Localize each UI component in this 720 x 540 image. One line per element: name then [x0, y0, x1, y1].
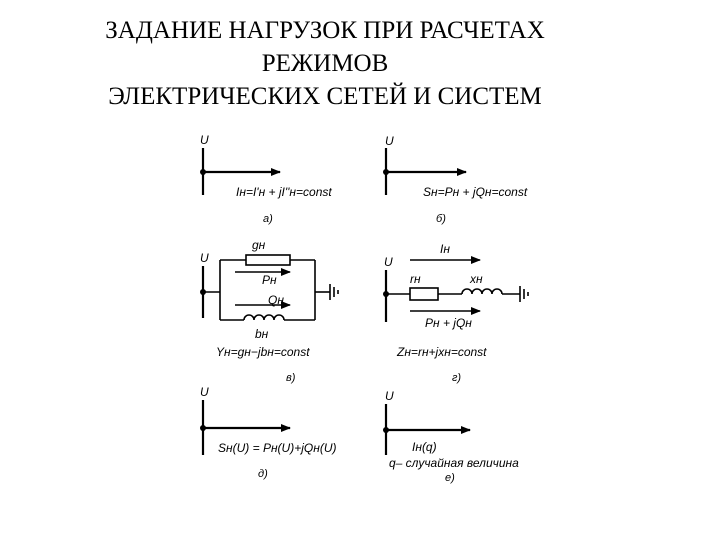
formula-label: Zн=rн+jxн=const	[397, 345, 487, 359]
voltage-label: U	[384, 255, 393, 269]
reactive-power-label: Qн	[268, 293, 284, 307]
panel-tag: д)	[258, 468, 268, 480]
resistor-icon	[246, 255, 290, 265]
title-line-1: ЗАДАНИЕ НАГРУЗОК ПРИ РАСЧЕТАХ	[105, 17, 545, 44]
current-label: Iн	[440, 242, 450, 256]
panel-e	[383, 389, 519, 484]
panel-tag: г)	[452, 372, 462, 384]
voltage-label: U	[200, 385, 209, 399]
panel-v	[200, 238, 338, 384]
inductor-icon	[462, 289, 502, 294]
power-label: Pн + jQн	[425, 316, 472, 330]
title-line-3: ЭЛЕКТРИЧЕСКИХ СЕТЕЙ И СИСТЕМ	[108, 83, 542, 110]
note-label: q– случайная величина	[389, 456, 519, 470]
formula-label: Sн=Pн + jQн=const	[423, 185, 528, 199]
conductance-label: gн	[252, 238, 266, 252]
title-line-2: РЕЖИМОВ	[261, 50, 389, 77]
voltage-label: U	[200, 133, 209, 147]
reactance-label: xн	[470, 272, 483, 286]
voltage-label: U	[200, 251, 209, 265]
panel-tag: а)	[263, 213, 273, 225]
panel-tag: в)	[286, 372, 296, 384]
inductor-icon	[244, 315, 284, 320]
formula-label: Iн=I'н + jI''н=const	[236, 185, 332, 199]
panel-g	[383, 242, 528, 384]
resistor-icon	[410, 288, 438, 300]
panel-tag: б)	[436, 213, 446, 225]
voltage-label: U	[385, 389, 394, 403]
formula-label: Iн(q)	[412, 440, 437, 454]
resistance-label: rн	[410, 272, 421, 286]
ground-icon	[520, 286, 528, 302]
susceptance-label: bн	[255, 327, 269, 341]
formula-label: Sн(U) = Pн(U)+jQн(U)	[218, 441, 337, 455]
active-power-label: Pн	[262, 273, 277, 287]
panel-d	[200, 385, 336, 480]
formula-label: Yн=gн−jbн=const	[216, 345, 310, 359]
ground-icon	[330, 284, 338, 300]
voltage-label: U	[385, 134, 394, 148]
panel-a	[200, 133, 332, 225]
panel-b	[383, 134, 528, 225]
panel-tag: е)	[445, 472, 455, 484]
